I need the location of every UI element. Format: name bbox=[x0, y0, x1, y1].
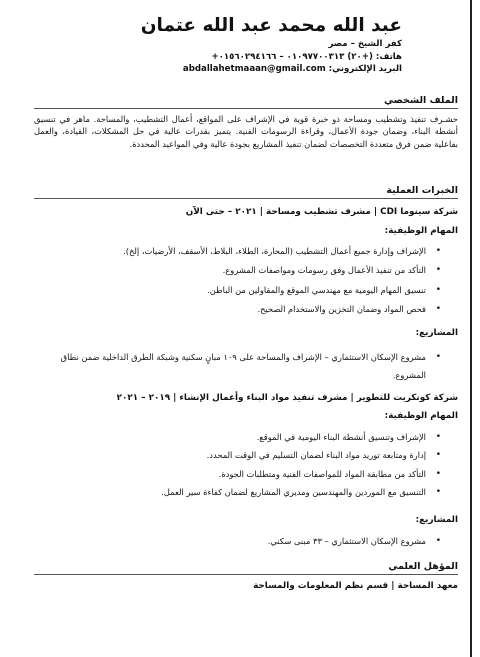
list-item: • فحص المواد وضمان التخزين والاستخدام الصحيح. bbox=[34, 303, 444, 315]
phone-label: هاتف: bbox=[375, 51, 402, 62]
projects-list-1 bbox=[34, 348, 444, 384]
tasks-list-2 bbox=[34, 431, 444, 499]
projects-list-2 bbox=[34, 535, 444, 547]
experience-heading: الخبرات العملية bbox=[34, 185, 458, 199]
applicant-name: عبد الله محمد عبد الله عتمان bbox=[140, 15, 402, 36]
cv-header bbox=[72, 14, 402, 76]
education-heading: المؤهل العلمي bbox=[34, 561, 458, 575]
projects-heading-2: المشاريع: bbox=[415, 515, 458, 525]
tasks-heading-1: المهام الوظيفية: bbox=[384, 226, 458, 236]
list-item: • التنسيق مع الموردين والمهندسين ومديري المشاريع لضمان كفاءة سير العمل. bbox=[34, 486, 444, 498]
list-item: • الإشراف وتنسيق أنشطة البناء اليومية في الموقع. bbox=[34, 431, 444, 443]
phone-line bbox=[72, 51, 402, 64]
profile-text: حشـرف تنفيذ وتشطيب ومساحة ذو خبرة قوية في الإشراف على المواقع، أعمال التشطيب، والمساحة. ماهر في تنسيق أنشطة البناء، وضمان جودة الأعمال، وقراءة الرسومات الفنية. يتميز بقدرات عالية في حل المشكلات، القيادة، والعمل بفاعلية ضمن فرق متعددة التخصصات لضمان تنفيذ المشاريع بجودة عالية وفي المواعيد المحددة. bbox=[34, 114, 458, 149]
page-edge-line bbox=[470, 0, 472, 657]
list-item: • التأكد من مطابقة المواد للمواصفات الفنية ومتطلبات الجودة. bbox=[34, 468, 444, 480]
tasks-list-1 bbox=[34, 245, 444, 316]
list-item: • تنسيق المهام اليومية مع مهندسي الموقع والمقاولين من الباطن. bbox=[34, 284, 444, 296]
list-item: • مشروع الإسكان الاستثماري – الإشراف والمساحة على ١٠٩ مبانٍ سكنية وشبكة الطرق الداخلية ضمن نطاق المشروع. bbox=[34, 348, 444, 384]
profile-heading: الملف الشخصي bbox=[34, 95, 458, 109]
tasks-heading-2: المهام الوظيفية: bbox=[384, 411, 458, 421]
email-line bbox=[72, 63, 402, 76]
projects-heading-1: المشاريع: bbox=[415, 328, 458, 338]
education-entry: معهد المساحة | قسم نظم المعلومات والمساحة bbox=[253, 581, 458, 591]
list-item: • إدارة ومتابعة توريد مواد البناء لضمان التسليم في الوقت المحدد. bbox=[34, 449, 444, 461]
email-address: abdallahetmaaan@gmail.com bbox=[182, 64, 326, 74]
list-item: • الإشراف وإدارة جميع أعمال التشطيب (المحارة، الطلاء، البلاط، الأسقف، الأرضيات، إلخ). bbox=[34, 245, 444, 257]
phone-number: (+٢٠) ٠١٠٩٧٧٠٠٣١٣ – ٠١٥٦٠٢٩٤١٦٦+ bbox=[211, 51, 373, 62]
job-title-2: شركة كونكريت للتطوير | مشرف تنفيذ مواد البناء وأعمال الإنشاء | ٢٠١٩ – ٢٠٢١ bbox=[116, 393, 458, 403]
list-item: • مشروع الإسكان الاستثماري – ٣٣ مبنى سكني. bbox=[34, 535, 444, 547]
email-label: البريد الإلكتروني: bbox=[328, 64, 402, 74]
job-title-1: شركة سينوما CDI | مشرف تشطيب ومساحة | ٢٠٢١ – حتى الآن bbox=[185, 207, 458, 217]
location: كفر الشيخ – مصر bbox=[328, 39, 402, 49]
list-item: • التأكد من تنفيذ الأعمال وفق رسومات ومواصفات المشروع. bbox=[34, 264, 444, 276]
